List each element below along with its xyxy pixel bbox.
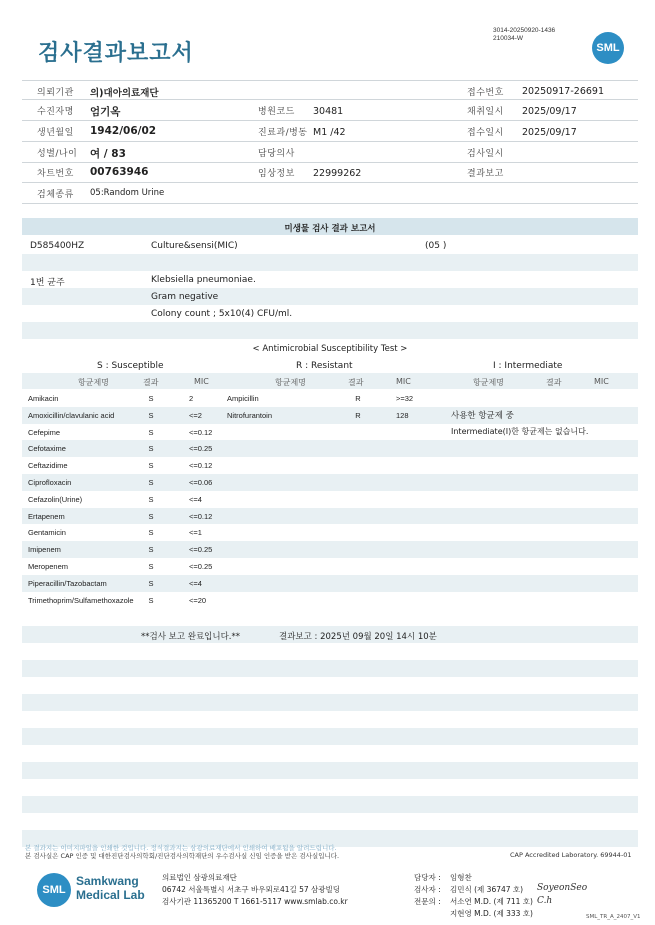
dept-value: M1 /42 bbox=[313, 127, 346, 138]
antibiotic-name: Ampicillin bbox=[227, 394, 259, 403]
receive-date-value: 2025/09/17 bbox=[522, 127, 577, 138]
row-band bbox=[22, 440, 638, 457]
patient-value: 엄기옥 bbox=[90, 106, 121, 118]
susceptibility-result: S bbox=[148, 545, 154, 555]
patient-label: 수진자명 bbox=[37, 107, 74, 117]
chart-no-label: 차트번호 bbox=[37, 169, 74, 179]
dob-value: 1942/06/02 bbox=[90, 125, 157, 137]
chart-no-value: 00763946 bbox=[90, 166, 149, 178]
clinical-info-value: 22999262 bbox=[313, 168, 362, 179]
divider bbox=[22, 141, 638, 142]
susceptibility-result: S bbox=[148, 578, 154, 588]
mic-value: <=0.12 bbox=[189, 511, 213, 521]
row-band bbox=[22, 728, 638, 745]
organism-name: Klebsiella pneumoniae. bbox=[151, 275, 256, 285]
row-band bbox=[22, 508, 638, 525]
certification-notice: 본 검사실은 CAP 인증 및 대한진단검사의학회/진단검사의학재단의 우수검사실 신임 인증을 받은 검사실입니다. bbox=[25, 852, 340, 860]
susceptibility-result: S bbox=[148, 410, 154, 420]
antibiotic-name: Cefazolin(Urine) bbox=[28, 494, 83, 504]
antibiotic-name: Cefotaxime bbox=[28, 444, 66, 454]
row-band bbox=[22, 575, 638, 592]
mic-value: <=1 bbox=[189, 528, 202, 538]
antibiotic-name: Nitrofurantoin bbox=[227, 410, 273, 420]
hospital-code-label: 병원코드 bbox=[258, 107, 295, 117]
hospital-code-value: 30481 bbox=[313, 106, 344, 117]
lab-name: Samkwang Medical Lab bbox=[76, 874, 145, 902]
institution-value: 의)대아의료재단 bbox=[90, 88, 159, 99]
mic-value: <=4 bbox=[189, 578, 202, 588]
susceptibility-result: S bbox=[148, 511, 154, 521]
susceptibility-result: R bbox=[355, 410, 361, 420]
col-mic: MIC bbox=[594, 377, 609, 386]
row-band bbox=[22, 796, 638, 813]
collect-date-label: 채취일시 bbox=[467, 107, 504, 117]
row-band bbox=[22, 541, 638, 558]
doctor-label: 담당의사 bbox=[258, 149, 295, 159]
receive-date-label: 접수일시 bbox=[467, 128, 504, 138]
row-band bbox=[22, 254, 638, 271]
receipt-no-value: 20250917-26691 bbox=[522, 86, 605, 97]
lab-address: 의료법인 삼광의료재단 06742 서울특별시 서초구 바우뫼로41길 57 삼광빌딩 검사기관 11365200 T 1661-5117 www.smlab.co.kr bbox=[162, 873, 348, 906]
mic-value: <=0.25 bbox=[189, 545, 213, 555]
intermediate-note: 사용한 항균제 중 bbox=[451, 411, 514, 421]
dept-label: 진료과/병동 bbox=[258, 128, 308, 138]
row-band bbox=[22, 694, 638, 711]
test-date-label: 검사일시 bbox=[467, 149, 504, 159]
sml-logo: SML bbox=[592, 32, 624, 64]
sml-logo: SML bbox=[37, 873, 71, 907]
divider bbox=[22, 80, 638, 81]
col-mic: MIC bbox=[194, 377, 209, 386]
sex-age-label: 성별/나이 bbox=[37, 149, 78, 159]
print-notice: 본 결과지는 이미지파일을 인쇄한 것입니다. 정식결과지는 삼광의료재단에서 인쇄하여 배포됨을 알려드립니다. bbox=[25, 844, 337, 852]
test-specimen-code: (05 ) bbox=[425, 241, 447, 251]
divider bbox=[22, 99, 638, 100]
mic-value: <=0.06 bbox=[189, 478, 213, 487]
row-band bbox=[22, 762, 638, 779]
specimen-label: 검체종류 bbox=[37, 190, 74, 200]
col-result: 결과 bbox=[546, 378, 562, 387]
report-label: 결과보고 bbox=[467, 169, 504, 179]
antibiotic-name: Meropenem bbox=[28, 562, 69, 571]
row-band bbox=[22, 288, 638, 305]
susceptibility-result: S bbox=[148, 394, 154, 403]
col-antibiotic: 항균제명 bbox=[78, 378, 109, 387]
susceptibility-result: S bbox=[148, 461, 154, 471]
row-band bbox=[22, 322, 638, 339]
antibiotic-name: Ertapenem bbox=[28, 511, 65, 521]
document-id: 3014-20250920-1436 210034-W bbox=[493, 27, 556, 42]
staff-names: 임형찬 김민식 (제 36747 호) 서소연 M.D. (제 711 호) 지현영 M.D. (제 333 호) bbox=[450, 873, 533, 918]
institution-label: 의뢰기관 bbox=[37, 88, 74, 98]
ast-title: < Antimicrobial Susceptibility Test > bbox=[252, 344, 408, 354]
report-time: 결과보고 : 2025년 09월 20일 14시 10분 bbox=[279, 632, 437, 642]
susceptibility-result: S bbox=[148, 562, 154, 571]
antibiotic-name: Amoxicillin/clavulanic acid bbox=[28, 410, 115, 420]
antibiotic-name: Ciprofloxacin bbox=[28, 478, 72, 487]
receipt-no-label: 접수번호 bbox=[467, 88, 504, 98]
susceptibility-result: S bbox=[148, 444, 154, 454]
legend-susceptible: S : Susceptible bbox=[97, 361, 164, 371]
staff-labels: 담당자 : 검사자 : 전문의 : bbox=[414, 873, 441, 906]
organism-label: 1번 균주 bbox=[30, 278, 65, 288]
antibiotic-name: Ceftazidime bbox=[28, 461, 68, 471]
susceptibility-result: S bbox=[148, 478, 154, 487]
row-band bbox=[22, 474, 638, 491]
mic-value: 128 bbox=[396, 410, 409, 420]
specimen-value: 05:Random Urine bbox=[90, 188, 165, 198]
page-title: 검사결과보고서 bbox=[38, 41, 194, 66]
col-result: 결과 bbox=[348, 378, 364, 387]
dob-label: 생년월일 bbox=[37, 128, 74, 138]
susceptibility-result: R bbox=[355, 394, 361, 403]
collect-date-value: 2025/09/17 bbox=[522, 106, 577, 117]
row-band bbox=[22, 660, 638, 677]
divider bbox=[22, 182, 638, 183]
col-antibiotic: 항균제명 bbox=[275, 378, 306, 387]
antibiotic-name: Piperacillin/Tazobactam bbox=[28, 578, 107, 588]
micro-section-title: 미생물 검사 결과 보고서 bbox=[284, 224, 376, 234]
mic-value: 2 bbox=[189, 394, 194, 403]
colony-count: Colony count ; 5x10(4) CFU/ml. bbox=[151, 309, 293, 319]
mic-value: <=2 bbox=[189, 410, 202, 420]
test-code: D585400HZ bbox=[30, 241, 85, 251]
signature: SoyeonSeo bbox=[537, 883, 588, 893]
mic-value: <=4 bbox=[189, 494, 202, 504]
mic-value: <=0.12 bbox=[189, 427, 213, 437]
mic-value: <=0.25 bbox=[189, 562, 213, 571]
sex-age-value: 여 / 83 bbox=[90, 148, 126, 160]
col-result: 결과 bbox=[143, 378, 159, 387]
report-complete: **검사 보고 완료입니다.** bbox=[141, 632, 241, 642]
mic-value: <=0.12 bbox=[189, 461, 213, 471]
antibiotic-name: Cefepime bbox=[28, 427, 61, 437]
signature: C.h bbox=[537, 896, 553, 906]
legend-intermediate: I : Intermediate bbox=[493, 361, 563, 371]
cap-accreditation: CAP Accredited Laboratory. 69944-01 bbox=[510, 851, 632, 859]
intermediate-note: Intermediate(I)한 항균제는 없습니다. bbox=[451, 427, 589, 436]
susceptibility-result: S bbox=[148, 528, 154, 538]
antibiotic-name: Trimethoprim/Sulfamethoxazole bbox=[28, 595, 134, 605]
susceptibility-result: S bbox=[148, 595, 154, 605]
col-antibiotic: 항균제명 bbox=[473, 378, 504, 387]
mic-value: <=20 bbox=[189, 595, 207, 605]
antibiotic-name: Gentamicin bbox=[28, 528, 66, 538]
antibiotic-name: Imipenem bbox=[28, 545, 61, 555]
legend-resistant: R : Resistant bbox=[296, 361, 353, 371]
susceptibility-result: S bbox=[148, 427, 154, 437]
mic-value: >=32 bbox=[396, 394, 414, 403]
col-mic: MIC bbox=[396, 377, 411, 386]
divider bbox=[22, 162, 638, 163]
antibiotic-name: Amikacin bbox=[28, 394, 59, 403]
form-code: SML_TR_A_2407_V1 bbox=[586, 914, 641, 920]
divider bbox=[22, 203, 638, 204]
mic-value: <=0.25 bbox=[189, 444, 213, 454]
clinical-info-label: 임상정보 bbox=[258, 169, 295, 179]
row-band bbox=[22, 407, 638, 424]
divider bbox=[22, 120, 638, 121]
gram-stain: Gram negative bbox=[151, 292, 219, 302]
test-name: Culture&sensi(MIC) bbox=[151, 241, 238, 251]
susceptibility-result: S bbox=[148, 494, 154, 504]
